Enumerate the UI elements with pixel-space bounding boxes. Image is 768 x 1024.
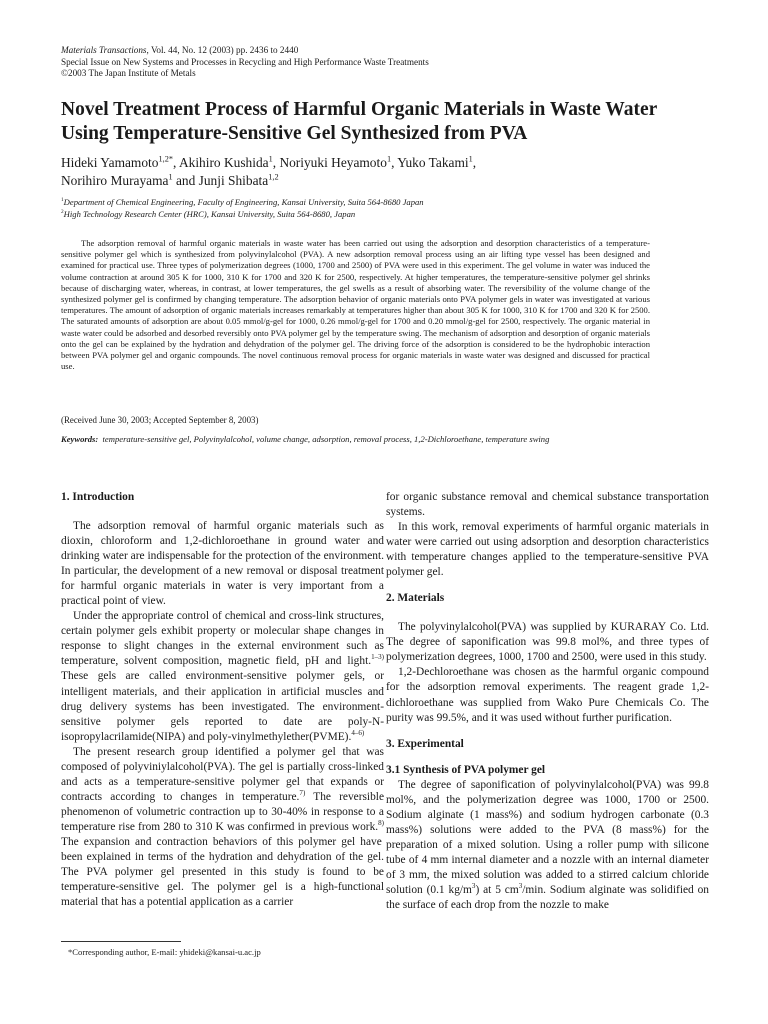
materials-paragraph-2: 1,2-Dechloroethane was chosen as the harmful organic compound for the adsorption removal experiments. The reagent grade 1,2-dichloroethane was supplied from Wako Pure Chemicals Co. The purity was 99.5%, and it was used without further purification. (386, 666, 709, 724)
intro-p3-text-c: The expansion and contraction behaviors of this polymer gel have been explained in terms of the hydration and dehydration of the gel. The PVA polymer gel presented in this study is found to be temperature-sensitive gel. The polymer gel is a high-functional material that has a potential application as a carrier (61, 835, 384, 909)
paper-title (61, 98, 721, 146)
author-3: , Noriyuki Heyamoto (272, 155, 387, 170)
author-2: , Akihiro Kushida (173, 155, 269, 170)
author-line-1 (61, 154, 711, 172)
affiliation-2-number: 2 (61, 209, 64, 216)
author-5-affil: 1 (168, 172, 173, 182)
citation-line (61, 45, 711, 57)
citation-ref: 8) (378, 819, 384, 828)
affiliation-1-number: 1 (61, 197, 64, 204)
subsection-heading-synthesis: 3.1 Synthesis of PVA polymer gel (386, 763, 546, 776)
keywords (61, 434, 711, 444)
intro-paragraph-2 (61, 609, 384, 744)
intro-paragraph-continued: for organic substance removal and chemical substance transportation systems. (386, 491, 709, 519)
keywords-label: Keywords: (61, 434, 99, 444)
author-1-mark: * (168, 154, 173, 164)
affiliation-1 (61, 196, 711, 208)
received-dates: (Received June 30, 2003; Accepted September 8, 2003) (61, 415, 259, 425)
section-heading-introduction: 1. Introduction (61, 491, 135, 503)
author-3-affil: 1 (386, 154, 392, 164)
section-heading-materials: 2. Materials (386, 592, 445, 605)
affiliation-1-text: Department of Chemical Engineering, Faculty of Engineering, Kansai University, Suita 564-8680 Japan (63, 197, 424, 207)
corresponding-author-footnote: *Corresponding author, E-mail: yhideki@kansai-u.ac.jp (68, 947, 261, 957)
right-column (386, 490, 709, 913)
synthesis-text-c: /min. Sodium alginate was solidified on the surface of each drop from the nozzle to make (386, 883, 709, 911)
author-6-affil: 1,2 (268, 172, 279, 182)
synthesis-paragraph-1 (386, 778, 709, 913)
affiliation-2 (61, 208, 711, 220)
affiliation-2-text: High Technology Research Center (HRC), Kansai University, Suita 564-8680, Japan (63, 209, 356, 219)
intro-p2-text-b: These gels are called environment-sensitive polymer gels, or intelligent materials, and their application in artificial muscles and drug delivery systems has been investigated. The environment-sensitive polymer gels reported to date are poly-N-isopropylacrilamide(NIPA) and poly-vinylmethylether(PVME). (61, 670, 384, 743)
citation: , Vol. 44, No. 12 (2003) pp. 2436 to 2440 (146, 45, 299, 55)
section-heading-experimental: 3. Experimental (386, 737, 464, 750)
unit-exponent: 3 (518, 882, 523, 891)
author-line-2 (61, 172, 711, 190)
author-2-affil: 1 (268, 154, 273, 164)
author-4-tail: , (472, 155, 477, 170)
author-6: and Junji Shibata (172, 173, 269, 188)
author-4-affil: 1 (468, 154, 473, 164)
journal-name: Materials Transactions (61, 45, 147, 55)
materials-paragraph-1: The polyvinylalcohol(PVA) was supplied by KURARAY Co. Ltd. The degree of saponification was 99.8 mol%, and three types of polymerization degrees, 1000, 1700 and 2500, were used in this study. (386, 621, 709, 664)
synthesis-text-b: ) at 5 cm (475, 883, 519, 896)
special-issue: Special Issue on New Systems and Processes in Recycling and High Performance Waste Treatments (61, 56, 429, 67)
author-5: Norihiro Murayama (61, 173, 169, 188)
title-line-2: Using Temperature-Sensitive Gel Synthesized from PVA (61, 123, 528, 144)
intro-p3-text-b: The reversible phenomenon of volumetric contraction up to 30-40% in response to a temperature rise from 280 to 310 K was confirmed in previous work. (61, 790, 385, 833)
intro-paragraph-1: The adsorption removal of harmful organic materials such as dioxin, chloroform and 1,2-dichloroethane in ground water and drinking water are indispensable for the protection of the environment. In particular, the development of a new removal or disposal treatment for harmful organic materials in water is very important from a practical point of view. (61, 520, 384, 608)
unit-exponent: 3 (471, 882, 476, 891)
copyright: ©2003 The Japan Institute of Metals (61, 68, 196, 78)
intro-paragraph-3 (61, 745, 384, 911)
journal-header (61, 45, 711, 80)
citation-ref: 7) (299, 789, 306, 798)
affiliations (61, 196, 711, 220)
intro-p2-text-a: Under the appropriate control of chemical and cross-link structures, certain polymer gels exhibit property or molecular shape changes in response to slight changes in the external environment such as temperature, solvent composition, magnetic field, pH and light. (61, 610, 384, 668)
author-4: , Yuko Takami (391, 155, 469, 170)
citation-ref: 4–6) (351, 728, 365, 737)
title-line-1: Novel Treatment Process of Harmful Organic Materials in Waste Water (61, 99, 658, 120)
intro-p3-text-a: The present research group identified a polymer gel that was composed of polyviniylalcohol(PVA). The gel is partially cross-linked and acts as a temperature-sensitive polymer gel that expands or contracts according to changes in temperature. (61, 745, 384, 803)
synthesis-text-a: The degree of saponification of polyvinylalcohol(PVA) was 99.8 mol%, and the polymerization degree was 1000, 1700 or 2500. Sodium alginate (1 mass%) and sodium hydrogen carbonate (0.3 mass%) solutions were added to the PVA (8 mass%) for the preparation of a mixed solution. Using a roller pump with silicone tube of 4 mm internal diameter and a nozzle with an internal diameter of 3 mm, the mixed solution was added to a stirred calcium chloride solution (0.1 kg/m (386, 778, 709, 896)
left-column (61, 490, 384, 910)
author-1-affil: 1,2 (158, 154, 169, 164)
abstract: The adsorption removal of harmful organic materials in waste water has been carried out using the adsorption and desorption characteristics of a temperature-sensitive polymer gel which is synthesized from polyvinylalcohol (PVA). A new adsorption removal process using an air lifting type vessel has been designed and examined for practical use. Three types of polymerization degrees (1000, 1700 and 2500) of PVA were used in this experiment. The gel volume in water was induced the volume contraction at around 305 K for 1000, 310 K for 1700 and 320 K for 2500, respectively. At higher temperatures, the temperature-sensitive polymer gel shrinks because of discharging water, whereas, in contrast, at lower temperatures, the gel swells as a result of absorbing water. The reversibility of the volume change of the synthesized polymer gel is confirmed by changing temperature. The adsorption behavior of organic materials onto PVA polymer gels in water was investigated at various temperatures. The amount of adsorption of organic materials increases remarkably at temperatures higher than about 305 K for 1000, 310 K for 1700 and 320 K for 2500. The saturated amounts of adsorption are about 0.05 mmol/g-gel for 1000, 0.26 mmol/g-gel for 1700 and 0.20 mmol/g-gel for 2500, respectively. The organic material in waste water could be adsorbed and desorbed reversibly onto PVA polymer gel by the temperature swing. The mechanism of adsorption and desorption of organic materials onto the gel can be explained by the hydration and dehydration of the polymer gel. The driving force of the adsorption is considered to be the hydrophobic interaction between PVA polymer gel and organic compounds. The novel continuous removal process for organic materials in waste water was designed and discussed for practical use. (61, 238, 650, 372)
author-list (61, 154, 711, 190)
citation-ref: 1–3) (371, 653, 384, 662)
intro-paragraph-4: In this work, removal experiments of harmful organic materials in water were carried out using adsorption and desorption characteristics with temperature changes applied to the temperature-sensitive PVA polymer gel. (386, 521, 709, 579)
footnote-divider (61, 941, 181, 942)
keywords-text: temperature-sensitive gel, Polyvinylalcohol, volume change, adsorption, removal process, 1,2-Dichloroethane, temperature swing (102, 434, 550, 444)
author-1: Hideki Yamamoto (61, 155, 159, 170)
